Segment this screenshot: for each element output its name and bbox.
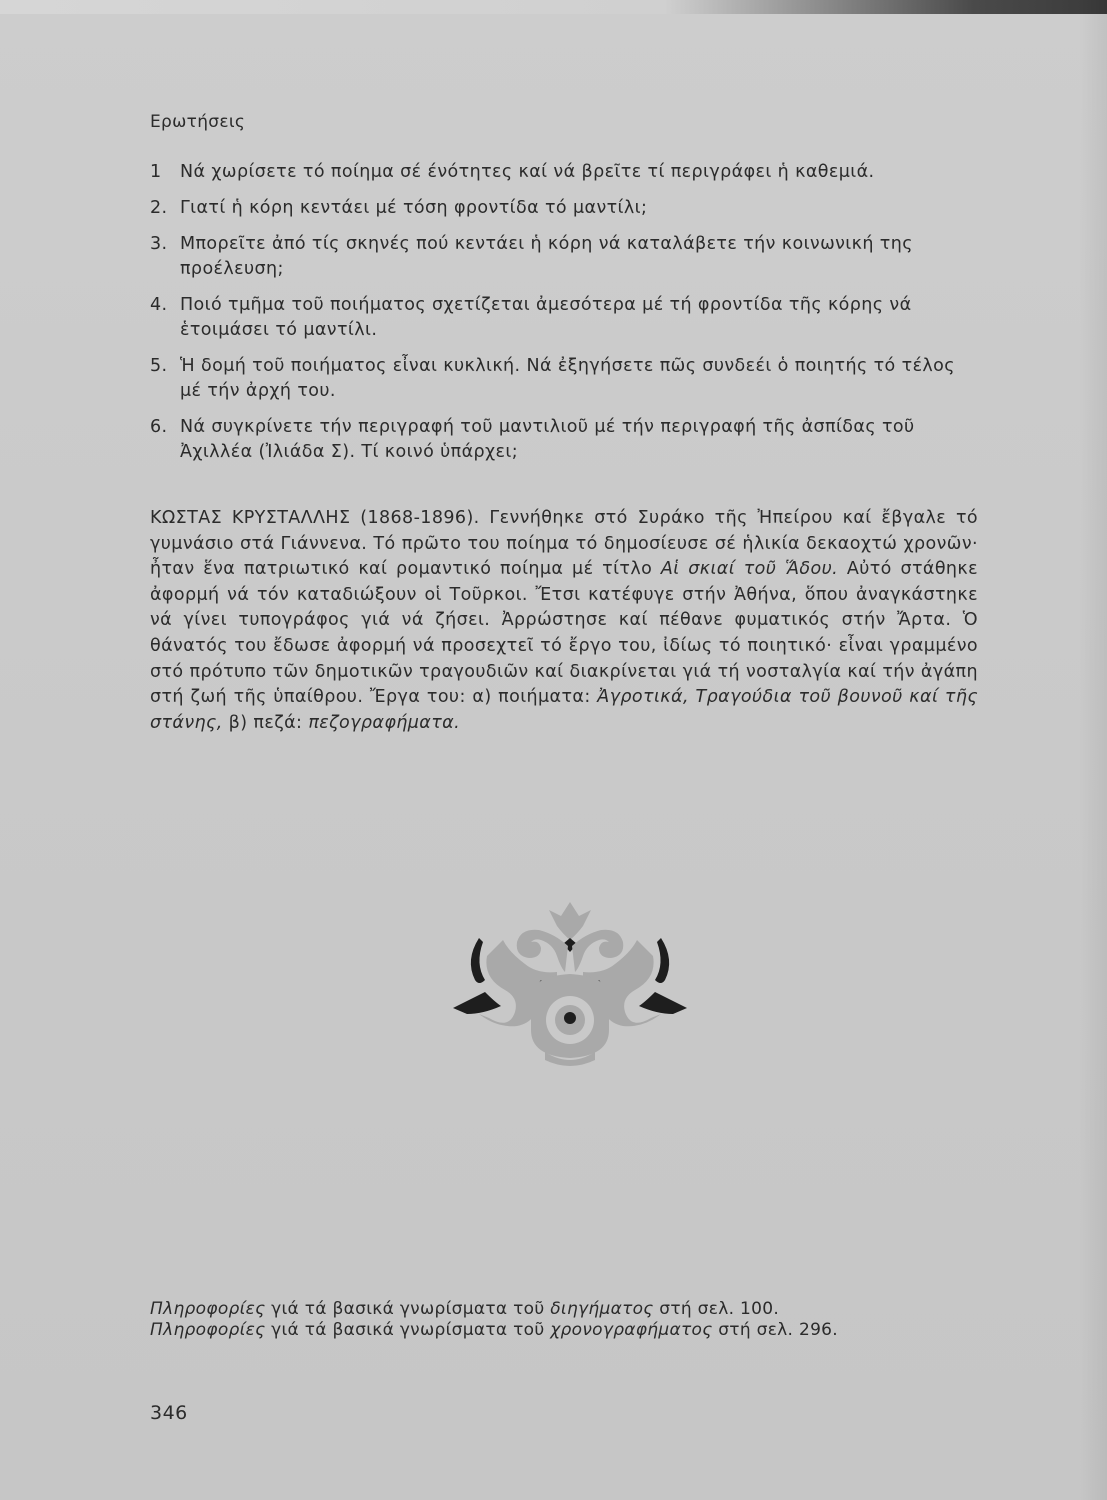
question-text: Νά συγκρίνετε τήν περιγραφή τοῦ μαντιλιοῦ μέ τήν περιγραφή τῆς ἀσπίδας τοῦ Ἀχιλλέα (Ἰλιάδα Σ). Τί κοινό ὑπάρχει; [180, 417, 915, 462]
question-number: 1 [150, 162, 162, 182]
decorative-ornament-icon [445, 880, 695, 1070]
info-text: γιά τά βασικά γνωρίσματα τοῦ [265, 1299, 551, 1319]
info-page-ref: στή σελ. 296. [712, 1320, 839, 1340]
question-item [150, 415, 978, 465]
bio-prose: πεζογραφήματα. [308, 712, 461, 733]
bio-poems: Ἀγροτικά, Τραγούδια τοῦ βουνοῦ καί τῆς στάνης, [150, 687, 978, 733]
page-shadow [1079, 0, 1107, 1500]
page-number: 346 [150, 1402, 188, 1424]
info-label: Πληροφορίες [150, 1320, 266, 1340]
question-number: 4. [150, 295, 168, 315]
info-line [150, 1320, 990, 1341]
question-item [150, 196, 978, 221]
bio-text: ΚΩΣΤΑΣ ΚΡΥΣΤΑΛΛΗΣ (1868-1896). Γεννήθηκε στό Συράκο τῆς Ἠπείρου καί ἔβγαλε τό γυμνάσιο στά Γιάννενα. Τό πρῶτο του ποίημα τό δημοσίευσε σέ ἡλικία δεκαοχτώ χρονῶν· ἦταν ἕνα πατριωτικό καί ρομαντικό ποίημα μέ τίτλο [150, 508, 978, 580]
question-item [150, 354, 978, 404]
info-references [150, 1299, 990, 1341]
bio-text: Αὐτό στάθηκε ἀφορμή νά τόν καταδιώξουν οἱ Τοῦρκοι. Ἔτσι κατέφυγε στήν Ἀθήνα, ὅπου ἀναγκάστηκε νά γίνει τυπογράφος γιά νά ζήσει. Ἀρρώστησε καί πέθανε φυματικός στήν Ἄρτα. Ὁ θάνατός του ἔδωσε ἀφορμή νά προσεχτεῖ τό ἔργο του, ἰδίως τό ποιητικό· εἶναι γραμμένο στό πρότυπο τῶν δημοτικῶν τραγουδιῶν καί διακρίνεται γιά τή νοσταλγία καί τήν ἀγάπη στή ζωή τῆς ὑπαίθρου. Ἔργα του: α) ποιήματα: [150, 559, 978, 708]
info-page-ref: στή σελ. 100. [653, 1299, 780, 1319]
questions-heading: Ερωτήσεις [150, 112, 246, 132]
question-item [150, 293, 978, 343]
question-text: Ποιό τμῆμα τοῦ ποιήματος σχετίζεται ἀμεσότερα μέ τή φροντίδα τῆς κόρης νά ἑτοιμάσει τό μαντίλι. [180, 295, 912, 340]
info-genre: χρονογραφήματος [550, 1320, 713, 1340]
question-item [150, 160, 978, 185]
info-text: γιά τά βασικά γνωρίσματα τοῦ [265, 1320, 551, 1340]
bio-work-title: Αἱ σκιαί τοῦ Ἅδου. [660, 559, 839, 580]
question-number: 6. [150, 417, 168, 437]
bio-text: β) πεζά: [222, 712, 309, 733]
question-number: 5. [150, 356, 168, 376]
question-text: Νά χωρίσετε τό ποίημα σέ ένότητες καί νά βρεῖτε τί περιγράφει ἡ καθεμιά. [180, 162, 875, 182]
question-number: 2. [150, 198, 168, 218]
author-biography [150, 506, 978, 736]
question-text: Γιατί ἡ κόρη κεντάει μέ τόση φροντίδα τό μαντίλι; [180, 198, 648, 218]
info-label: Πληροφορίες [150, 1299, 266, 1319]
question-text: Ἡ δομή τοῦ ποιήματος εἶναι κυκλική. Νά ἐξηγήσετε πῶς συνδεέι ὁ ποιητής τό τέλος μέ τήν ἀρχή του. [180, 356, 955, 401]
info-line [150, 1299, 990, 1320]
question-text: Μπορεῖτε ἀπό τίς σκηνές πού κεντάει ἡ κόρη νά καταλάβετε τήν κοινωνική της προέλευση; [180, 234, 913, 279]
question-number: 3. [150, 234, 168, 254]
info-genre: διηγήματος [550, 1299, 654, 1319]
question-item [150, 232, 978, 282]
page-top-edge [0, 0, 1107, 14]
questions-list [150, 160, 978, 476]
